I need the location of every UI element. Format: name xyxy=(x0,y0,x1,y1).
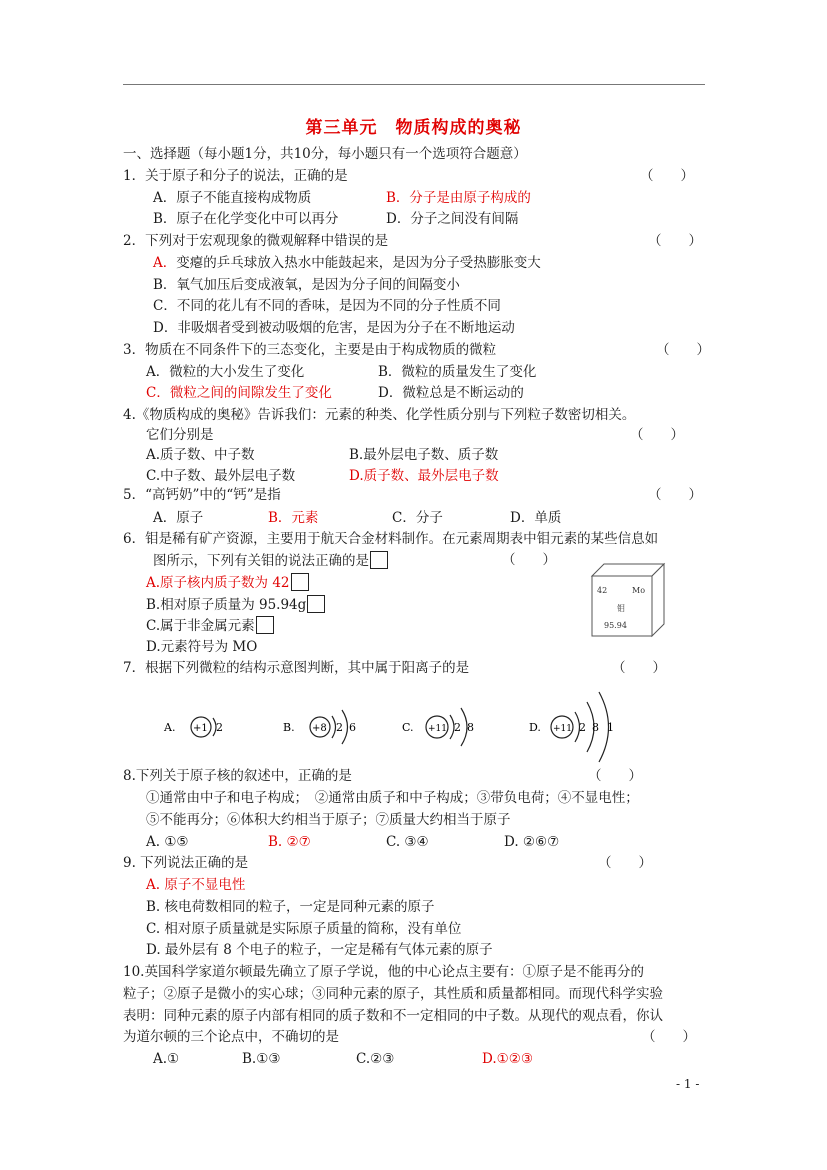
q2-option-d: D．非吸烟者受到被动吸烟的危害，是因为分子在不断地运动 xyxy=(153,320,515,336)
q7-stem: 7．根据下列微粒的结构示意图判断，其中属于阳离子的是 xyxy=(123,660,470,676)
q9-option-b: B. 核电荷数相同的粒子，一定是同种元素的原子 xyxy=(146,899,435,915)
q9-option-c: C. 相对原子质量就是实际原子质量的简称，没有单位 xyxy=(146,921,462,937)
diagram-b-shell-1: 2 xyxy=(336,721,343,734)
q4-option-d: D.质子数、最外层电子数 xyxy=(349,468,499,484)
diagram-d-shell-2: 8 xyxy=(592,721,599,734)
q6-stem2-text: 图所示，下列有关钼的说法正确的是 xyxy=(153,553,369,569)
q9-stem: 9. 下列说法正确的是 xyxy=(123,855,249,871)
q5-option-a: A．原子 xyxy=(153,510,204,526)
q2-option-b: B．氧气加压后变成液氧，是因为分子间的间隔变小 xyxy=(153,277,460,293)
q1-answer-paren: （ ） xyxy=(640,168,694,184)
q8-option-d: D. ②⑥⑦ xyxy=(504,834,560,850)
q1-stem: 1．关于原子和分子的说法，正确的是 xyxy=(123,168,348,184)
q5-option-b: B．元素 xyxy=(268,510,319,526)
q6-answer-paren: （ ） xyxy=(502,552,556,568)
q8-answer-paren: （ ） xyxy=(588,768,642,784)
q1-option-d: D．分子之间没有间隔 xyxy=(386,211,519,227)
diagram-a-nucleus: +1 xyxy=(193,723,208,734)
q7-answer-paren: （ ） xyxy=(612,660,666,676)
q1-option-c: B．原子在化学变化中可以再分 xyxy=(153,211,339,227)
q5-answer-paren: （ ） xyxy=(648,487,702,503)
q2-answer-paren: （ ） xyxy=(648,233,702,249)
atomic-structure-diagrams xyxy=(150,686,670,766)
element-cell-figure xyxy=(588,560,668,640)
answer-box xyxy=(370,551,388,569)
q3-option-c: C．微粒之间的间隙发生了变化 xyxy=(146,385,332,401)
q8-option-a: A. ①⑤ xyxy=(146,834,189,850)
q1-option-a: A．原子不能直接构成物质 xyxy=(153,190,312,206)
page-number: - 1 - xyxy=(676,1077,700,1091)
q10-option-d: D.①②③ xyxy=(482,1051,533,1067)
q10-stem-line-4: 为道尔顿的三个论点中，不确切的是 xyxy=(123,1029,339,1045)
q10-answer-paren: （ ） xyxy=(642,1029,696,1045)
q10-option-a: A.① xyxy=(153,1051,180,1067)
q6-stem: 6．钼是稀有矿产资源，主要用于航天合金材料制作。在元素周期表中钼元素的某些信息如 xyxy=(123,531,659,547)
q6-option-a-text: A.原子核内质子数为 42 xyxy=(146,575,290,591)
q5-stem: 5．“高钙奶”中的“钙”是指 xyxy=(123,487,281,503)
diagram-d-shell-1: 2 xyxy=(579,721,586,734)
q3-answer-paren: （ ） xyxy=(656,342,710,358)
q5-option-d: D．单质 xyxy=(510,510,562,526)
q10-stem-line-3: 表明：同种元素的原子内部有相同的质子数和不一定相同的中子数。从现代的观点看，你认 xyxy=(123,1008,663,1024)
answer-box xyxy=(307,595,325,613)
q4-option-b: B.最外层电子数、质子数 xyxy=(349,447,499,463)
element-atomic-number: 42 xyxy=(597,586,608,595)
q6-option-b-text: B.相对原子质量为 95.94g xyxy=(146,597,307,613)
q4-option-a: A.质子数、中子数 xyxy=(146,447,255,463)
q6-option-c-text: C.属于非金属元素 xyxy=(146,618,255,634)
q10-option-b: B.①③ xyxy=(242,1051,281,1067)
element-mass: 95.94 xyxy=(604,621,627,630)
section-heading: 一、选择题（每小题1分，共10分，每小题只有一个选项符合题意） xyxy=(123,146,527,162)
diagram-b-label: B. xyxy=(283,721,295,734)
q6-option-d: D.元素符号为 MO xyxy=(146,639,258,655)
q4-stem: 4.《物质构成的奥秘》告诉我们：元素的种类、化学性质分别与下列粒子数密切相关。 xyxy=(123,407,636,423)
q4-answer-paren: （ ） xyxy=(630,427,684,443)
q2-option-c: C．不同的花儿有不同的香味，是因为不同的分子性质不同 xyxy=(153,298,501,314)
diagram-d-nucleus: +11 xyxy=(553,724,572,734)
element-symbol: Mo xyxy=(632,586,646,595)
q6-option-b xyxy=(146,595,325,614)
q9-answer-paren: （ ） xyxy=(598,855,652,871)
diagram-c-shell-2: 8 xyxy=(467,721,474,734)
q3-option-a: A．微粒的大小发生了变化 xyxy=(146,364,305,380)
q2-stem: 2．下列对于宏观现象的微观解释中错误的是 xyxy=(123,233,389,249)
q8-statements-line-2: ⑤不能再分；⑥体积大约相当于原子；⑦质量大约相当于原子 xyxy=(146,812,511,828)
diagram-d-label: D. xyxy=(529,721,541,734)
q8-statements-line-1: ①通常由中子和电子构成； ②通常由质子和中子构成；③带负电荷；④不显电性； xyxy=(146,790,639,806)
q9-option-a: A. 原子不显电性 xyxy=(146,877,246,893)
q6-option-a xyxy=(146,573,309,592)
diagram-b-shell-2: 6 xyxy=(349,721,356,734)
q8-option-c: C. ③④ xyxy=(386,834,429,850)
q10-stem-line-2: 粒子；②原子是微小的实心球；③同种元素的原子，其性质和质量都相同。而现代科学实验 xyxy=(123,986,663,1002)
diagram-c-shell-1: 2 xyxy=(454,721,461,734)
q6-option-c xyxy=(146,616,274,635)
q3-option-b: B．微粒的质量发生了变化 xyxy=(378,364,537,380)
q2-option-a-text: 变瘪的乒乓球放入热水中能鼓起来，是因为分子受热膨胀变大 xyxy=(176,255,541,271)
q1-option-b: B．分子是由原子构成的 xyxy=(386,190,531,206)
diagram-a-shell-1: 2 xyxy=(216,721,223,734)
answer-box xyxy=(291,573,309,591)
q10-option-c: C.②③ xyxy=(356,1051,395,1067)
q10-stem-line-1: 10.英国科学家道尔顿最先确立了原子学说，他的中心论点主要有：①原子是不能再分的 xyxy=(123,964,644,980)
q9-option-d: D. 最外层有 8 个电子的粒子，一定是稀有气体元素的原子 xyxy=(146,942,493,958)
q3-option-d: D．微粒总是不断运动的 xyxy=(378,385,524,401)
q5-option-c: C．分子 xyxy=(392,510,443,526)
q6-stem-continued xyxy=(153,551,388,570)
header-rule xyxy=(123,84,705,85)
diagram-c-label: C. xyxy=(402,721,414,734)
diagram-a-label: A. xyxy=(164,721,176,734)
q4-option-c: C.中子数、最外层电子数 xyxy=(146,468,296,484)
diagram-c-nucleus: +11 xyxy=(428,724,447,734)
q2-option-a: A．变瘪的乒乓球放入热水中能鼓起来，是因为分子受热膨胀变大 xyxy=(153,255,541,271)
answer-box xyxy=(256,616,274,634)
q8-option-b: B. ②⑦ xyxy=(268,834,311,850)
element-name: 钼 xyxy=(617,604,625,613)
diagram-d-shell-3: 1 xyxy=(607,721,614,734)
q3-stem: 3．物质在不同条件下的三态变化，主要是由于构成物质的微粒 xyxy=(123,342,497,358)
diagram-b-nucleus: +8 xyxy=(312,723,327,734)
q8-stem: 8.下列关于原子核的叙述中，正确的是 xyxy=(123,768,352,784)
q4-stem-continued: 它们分别是 xyxy=(146,427,214,443)
page-title: 第三单元 物质构成的奥秘 xyxy=(305,118,522,138)
